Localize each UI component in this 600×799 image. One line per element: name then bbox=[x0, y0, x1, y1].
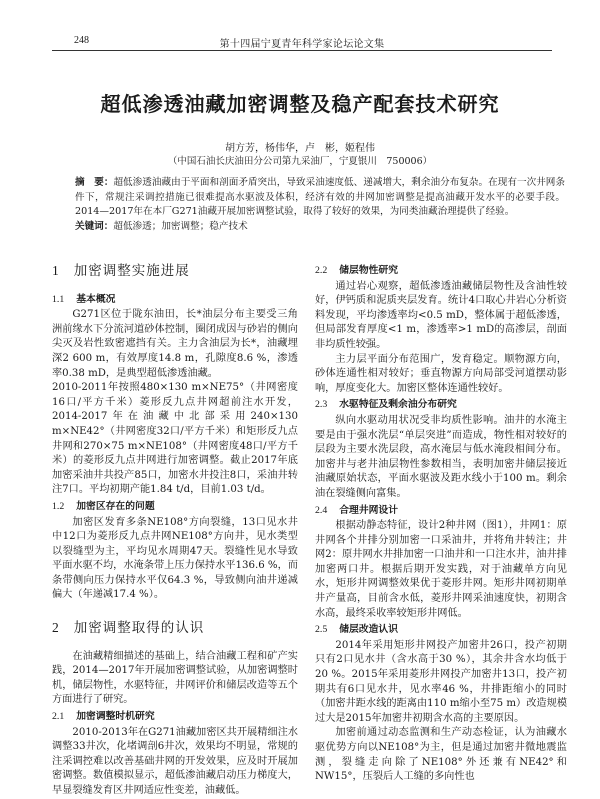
left-column bbox=[52, 260, 298, 799]
keywords-label: 关键词： bbox=[75, 220, 114, 232]
section-title: 加密调整实施进展 bbox=[73, 263, 190, 279]
subsection-heading bbox=[315, 504, 567, 519]
section-title: 加密调整取得的认识 bbox=[73, 620, 205, 637]
subsection-heading bbox=[52, 500, 298, 515]
abstract-label: 摘 要： bbox=[75, 177, 114, 188]
subsection-title: 储层改造认识 bbox=[339, 624, 399, 636]
authors: 胡方芳，杨伟华，卢 彬，姬程伟 bbox=[225, 143, 375, 154]
abstract bbox=[75, 176, 565, 234]
subsection-number: 2.3 bbox=[315, 399, 328, 411]
subsection-title: 储层物性研究 bbox=[339, 265, 399, 276]
right-column bbox=[315, 262, 567, 785]
subsection-heading bbox=[315, 623, 567, 638]
paragraph: 2010-2011年按照480×130 m×NE75°（井网密度16口/平方千米）菱形反九点井网超前注水开发，2014-2017年在油藏中北部采用240×130 m×NE42°（井网密度32口/平方千米）和矩形反九点井网和270×75 m×NE108°（井网密度48口/平方千米）的菱形反九点井网进行加密调整。截止2017年底加密采油井共投产85口，加密水井投注8口，采油井转注7口。平均初期产能1.84 t/d，目前1.03 t/d。 bbox=[52, 382, 298, 496]
subsection-number: 2.1 bbox=[52, 711, 65, 723]
subsection-title: 水驱特征及剩余油分布研究 bbox=[339, 399, 457, 411]
paragraph: G271区位于陇东油田，长*油层分布主要受三角洲前缘水下分流河道砂体控制，圈闭成因与砂岩的侧向尖灭及岩性致密遮挡有关。主力含油层为长*，油藏埋深2 600 m，有效厚度14.8 m，孔隙度8.6 %，渗透率0.38 mD，是典型超低渗透油藏。 bbox=[52, 309, 298, 379]
subsection-number: 2.2 bbox=[315, 265, 328, 276]
subsection-title: 基本概况 bbox=[76, 293, 116, 305]
abstract-text: 超低渗透油藏由于平面和剖面矛盾突出，导致采油速度低、递减增大，剩余油分布复杂。在现有一次井网条件下，常规注采调控措施已很难提高水驱波及体积，经济有效的井网加密调整是提高油藏开发水平的必要手段。2014—2017年在本厂G271油藏开展加密调整试验，取得了较好的效果，为同类油藏治理提供了经验。 bbox=[75, 177, 566, 217]
subsection-number: 1.1 bbox=[52, 293, 65, 305]
page-number: 248 bbox=[74, 35, 89, 46]
section-heading bbox=[52, 264, 298, 279]
paragraph: 主力层平面分布范围广，发育稳定。顺物源方向，砂体连通性相对较好；垂直物源方向局部受河道摆动影响，厚度变化大。加密区整体连通性较好。 bbox=[315, 353, 567, 394]
running-header bbox=[52, 32, 552, 51]
paragraph: 加密前通过动态监测和生产动态检证，认为油藏水驱优势方向以NE108°为主，但是通过加密井微地震监测，裂缝走向除了NE108°外还兼有NE42°和NW15°，压裂后人工缝的多向性也 bbox=[315, 727, 567, 783]
subsection-heading bbox=[52, 293, 298, 308]
subsection-title: 加密调整时机研究 bbox=[76, 711, 155, 723]
subsection-heading bbox=[315, 264, 567, 279]
keywords: 超低渗透；加密调整；稳产技术 bbox=[113, 220, 248, 232]
paragraph: 2014年采用矩形井网投产加密井26口，投产初期只有2口见水井（含水高于30 %），其余井含水均低于20 %。2015年采用菱形井网投产加密井13口，投产初期共有6口见水井，见水率46 %，井排距缩小的同时（加密井距水线的距离由110 m缩小至75 m）改造规模过大是2015年加密井初期含水高的主要原因。 bbox=[315, 639, 567, 724]
subsection-heading bbox=[315, 398, 567, 413]
subsection-number: 2.4 bbox=[315, 504, 328, 516]
paragraph: 2010-2013年在G271油藏加密区共开展精细注水调整33井次，化堵调剖6井次，效果均不明显，常规的注采调控难以改善基础井网的开发效果，应及时开展加密调整。数值模拟显示，超低渗油藏启动压力梯度大，早显裂缝发育区井网适应性变差，油藏低。 bbox=[52, 726, 298, 796]
section-number: 1 bbox=[52, 263, 60, 278]
subsection-heading bbox=[52, 710, 298, 725]
subsection-number: 2.5 bbox=[315, 624, 328, 636]
section-heading bbox=[52, 621, 298, 636]
affiliation: （中国石油长庆油田分公司第九采油厂，宁夏银川 750006） bbox=[167, 156, 433, 167]
subsection-number: 1.2 bbox=[52, 500, 65, 512]
subsection-title: 加密区存在的问题 bbox=[76, 500, 155, 512]
paper-title: 超低渗透油藏加密调整及稳产配套技术研究 bbox=[100, 92, 500, 116]
paragraph: 加密区发育多条NE108°方向裂缝，13口见水井中12口为菱形反九点井网NE108°方向井，见水类型以裂缝型为主，平均见水周期47天。裂缝性见水导致平面水驱不均，水淹条带上压力保持水平136.6 %，而条带侧向压力保持水平仅64.3 %，导致侧向油井递减偏大（年递减17.4 %）。 bbox=[52, 516, 298, 601]
paragraph: 纵向水驱动用状况受非均质性影响。油井的水淹主要是由于强水洗层“单层突进”而造成，物性相对较好的层段为主要水洗层段，高水淹层与低水淹段相间分布。加密井与老井油层物性参数相当，表明加密井储层接近油藏原始状态，平面水驱波及距水线小于100 m。剩余油在裂缝侧向富集。 bbox=[315, 414, 567, 499]
journal-title: 第十四届宁夏青年科学家论坛论文集 bbox=[219, 39, 385, 50]
paragraph: 根据动静态特征，设计2种井网（图1），井网1：原井网各个井排分别加密一口采油井，并将角井转注；井网2：原井网水井排加密一口油井和一口注水井，油井排加密两口井。根据后期开发实践，对于油藏单方向见水，矩形井网调整效果优于菱形井网。矩形井网初期单井产量高，目前含水低，菱形井网采油速度快，初期含水高，最终采收率较矩形井网低。 bbox=[315, 520, 567, 619]
subsection-title: 合理井网设计 bbox=[339, 504, 399, 516]
paragraph: 通过岩心观察，超低渗透油藏储层物性及含油性较好，伊钙质和泥质夹层发育。统计4口取心井岩心分析资料发现，平均渗透率均<0.5 mD，整体属于超低渗透，但局部发育厚度<1 m，渗透率>1 mD的高渗层，剖面非均质性较强。 bbox=[315, 280, 567, 350]
section-number: 2 bbox=[52, 620, 60, 636]
paragraph: 在油藏精细描述的基础上，结合油藏工程和矿产实践，2014—2017年开展加密调整试验，从加密调整时机，储层物性，水驱特征，井网评价和储层改造等五个方面进行了研究。 bbox=[52, 650, 298, 706]
